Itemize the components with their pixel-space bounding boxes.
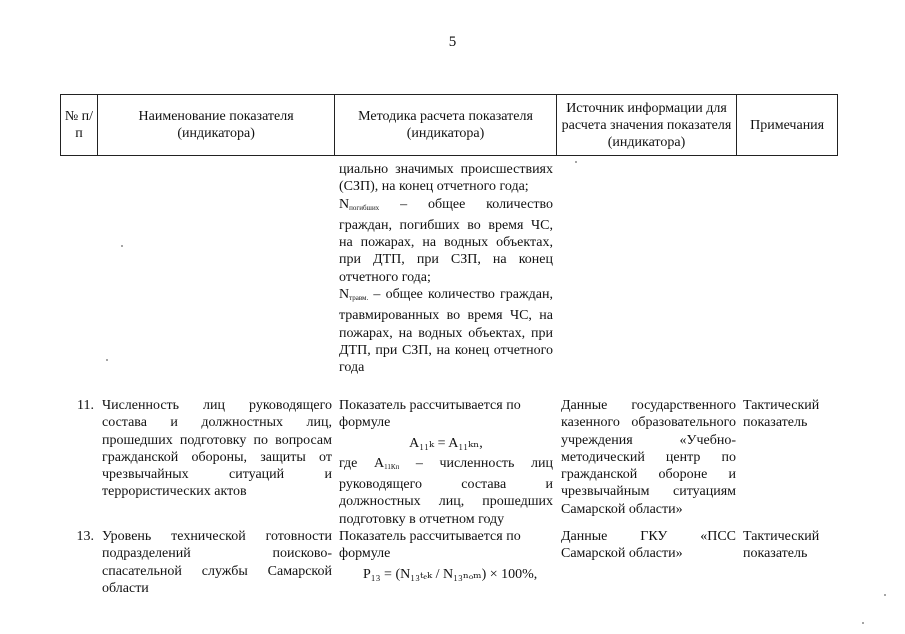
row-11-source: Данные государственного казенного образовательного учреждения «Учебно-методический центр по гражданской обороне и чрезвычайным ситуациям Самарской области» xyxy=(561,398,736,517)
header-col-source: Источник информации для расчета значения показателя (индикатора) xyxy=(557,95,738,155)
row-13-formula: P₁₃ = (N₁₃ₜₑₖ / N₁₃ₙₒₘ) × 100%, xyxy=(363,566,538,582)
row-11-where: где $A_{11Кп}$ – численность лиц руководящего состава и должностных лиц, прошедших подготовку в отчетном году xyxy=(339,455,553,527)
row-13-method xyxy=(339,528,553,586)
row-13-source: Данные ГКУ «ПСС Самарской области» xyxy=(561,529,736,562)
page-number: 5 xyxy=(448,34,457,50)
row-13-number: 13. xyxy=(76,529,94,544)
row-11-note: Тактический показатель xyxy=(743,398,820,431)
row-11-method-intro: Показатель рассчитывается по формуле xyxy=(339,398,521,431)
header-col-num: № п/п xyxy=(61,95,98,155)
scan-speck xyxy=(884,594,886,596)
header-col-name: Наименование показателя (индикатора) xyxy=(98,95,335,155)
row-13-name: Уровень технической готовности подразделений поисково-спасательной службы Самарской области xyxy=(102,529,332,596)
header-col-notes: Примечания xyxy=(750,117,825,133)
header-col-method: Методика расчета показателя (индикатора) xyxy=(335,95,556,155)
continuation-paragraph-2: $N_{погибших}$ – общее количество граждан, погибших во время ЧС, на пожарах, на водных объектах, при ДТП, при СЗП, на конец отчетного года; xyxy=(339,196,553,285)
continuation-paragraph-1: циально значимых происшествиях (СЗП), на конец отчетного года; xyxy=(339,162,553,195)
row-11-number: 11. xyxy=(77,398,94,413)
continuation-method xyxy=(339,161,553,377)
scan-speck xyxy=(862,622,864,624)
row-11-method xyxy=(339,397,553,528)
row-11-formula: A₁₁ₖ = A₁₁ₖₙ, xyxy=(409,435,483,451)
row-13-note: Тактический показатель xyxy=(743,529,820,562)
row-13-method-intro: Показатель рассчитывается по формуле xyxy=(339,529,521,562)
scan-speck xyxy=(121,245,123,247)
scan-speck xyxy=(575,161,577,163)
continuation-paragraph-3: $N_{травм.}$ – общее количество граждан, травмированных во время ЧС, на пожарах, на водных объектах, при ДТП, при СЗП, на конец отчетного года xyxy=(339,287,553,376)
table-header xyxy=(60,94,838,156)
scan-speck xyxy=(106,359,108,361)
row-11-name: Численность лиц руководящего состава и должностных лиц, прошедших подготовку по вопросам гражданской обороны, защиты от чрезвычайных ситуаций и террористических актов xyxy=(102,398,332,500)
